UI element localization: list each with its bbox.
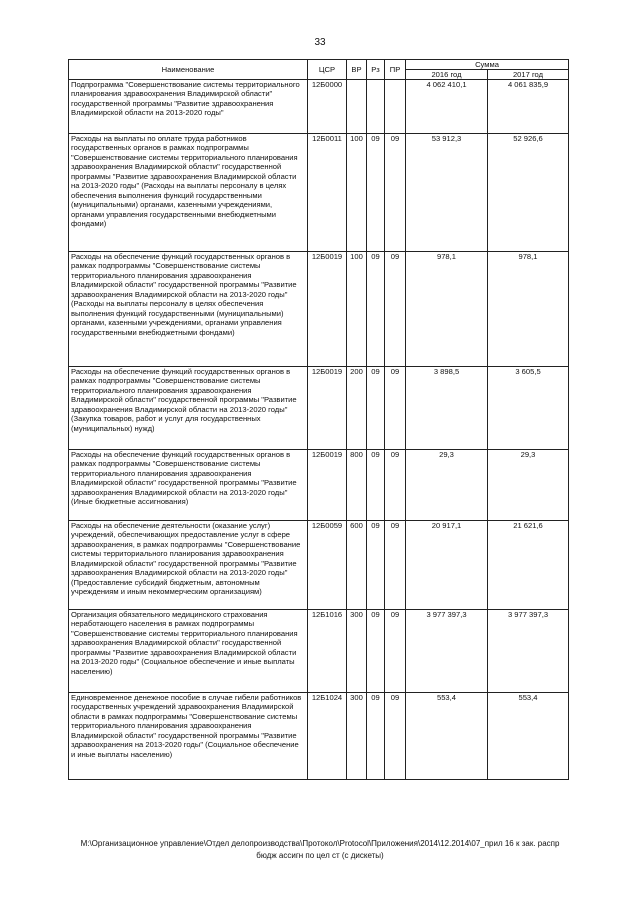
row-amount-2016-cell: 53 912,3 [406,134,488,252]
row-vr-cell: 100 [347,134,367,252]
table-row [69,450,569,521]
row-csr-cell: 12Б0019 [308,450,347,521]
row-name-cell: Подпрограмма "Совершенствование системы территориального планирования здравоохранения Владимирской области" государственной программы "Развитие здравоохранения Владимирской области на 2013-2020 годы" [69,80,308,134]
row-name-cell: Расходы на выплаты по оплате труда работников государственных органов в рамках подпрограммы "Совершенствование системы территориального планирования здравоохранения Владимирской области" государственной программы "Развитие здравоохранения Владимирской области на 2013-2020 годы" (Расходы на выплаты персоналу в целях обеспечения выполнения функций государственными (муниципальными) органами, казенными учреждениями, органами управления государственными внебюджетными фондами) [69,134,308,252]
row-amount-2017-cell: 21 621,6 [488,521,569,610]
row-rz-cell [367,80,385,134]
header-pr: ПР [385,60,406,80]
row-amount-2016-cell: 29,3 [406,450,488,521]
row-amount-2017-cell: 4 061 835,9 [488,80,569,134]
row-vr-cell: 200 [347,367,367,450]
row-vr-cell: 100 [347,252,367,367]
row-rz-cell: 09 [367,367,385,450]
row-vr-cell: 800 [347,450,367,521]
header-name: Наименование [69,60,308,80]
table-row [69,693,569,780]
page-number: 33 [314,37,326,48]
row-amount-2017-cell: 553,4 [488,693,569,780]
row-csr-cell: 12Б0019 [308,252,347,367]
row-rz-cell: 09 [367,450,385,521]
header-csr: ЦСР [308,60,347,80]
row-amount-2017-cell: 978,1 [488,252,569,367]
row-vr-cell: 300 [347,610,367,693]
row-csr-cell: 12Б0019 [308,367,347,450]
row-amount-2017-cell: 29,3 [488,450,569,521]
header-year-2017: 2017 год [488,70,569,80]
row-name-cell: Расходы на обеспечение функций государственных органов в рамках подпрограммы "Совершенствование системы территориального планирования здравоохранения Владимирской области" государственной программы "Развитие здравоохранения Владимирской области на 2013-2020 годы" (Иные бюджетные ассигнования) [69,450,308,521]
header-year-2016: 2016 год [406,70,488,80]
table-row [69,80,569,134]
table-row [69,610,569,693]
header-sum: Сумма [406,60,569,70]
table-row [69,252,569,367]
row-rz-cell: 09 [367,610,385,693]
row-amount-2016-cell: 3 898,5 [406,367,488,450]
row-amount-2016-cell: 20 917,1 [406,521,488,610]
row-pr-cell [385,80,406,134]
row-pr-cell: 09 [385,134,406,252]
table-row [69,134,569,252]
row-pr-cell: 09 [385,450,406,521]
row-amount-2017-cell: 52 926,6 [488,134,569,252]
row-pr-cell: 09 [385,693,406,780]
budget-table [68,59,569,780]
row-name-cell: Расходы на обеспечение функций государственных органов в рамках подпрограммы "Совершенствование системы территориального планирования здравоохранения Владимирской области" государственной программы "Развитие здравоохранения Владимирской области на 2013-2020 годы" (Расходы на выплаты персоналу в целях обеспечения выполнения функций государственными (муниципальными) органами, казенными учреждениями, органами управления государственными внебюджетными фондами) [69,252,308,367]
row-amount-2016-cell: 553,4 [406,693,488,780]
row-vr-cell: 600 [347,521,367,610]
row-csr-cell: 12Б0011 [308,134,347,252]
table-row [69,521,569,610]
table-row [69,367,569,450]
row-name-cell: Расходы на обеспечение деятельности (оказание услуг) учреждений, обеспечивающих предоставление услуг в сфере здравоохранения, в рамках подпрограммы "Совершенствование системы территориального планирования здравоохранения Владимирской области" государственной программы "Развитие здравоохранения Владимирской области на 2013-2020 годы" (Предоставление субсидий бюджетным, автономным учреждениям и иным некоммерческим организациям) [69,521,308,610]
footer-file-path: M:\Организационное управление\Отдел делопроизводства\Протокол\Protocol\Приложения\2014\12.2014\07_прил 16 к зак. распр [80,839,560,848]
row-rz-cell: 09 [367,693,385,780]
row-rz-cell: 09 [367,252,385,367]
row-amount-2017-cell: 3 977 397,3 [488,610,569,693]
row-rz-cell: 09 [367,134,385,252]
row-pr-cell: 09 [385,252,406,367]
table-body [69,80,569,780]
row-amount-2016-cell: 3 977 397,3 [406,610,488,693]
header-vr: ВР [347,60,367,80]
row-csr-cell: 12Б1016 [308,610,347,693]
row-csr-cell: 12Б1024 [308,693,347,780]
row-rz-cell: 09 [367,521,385,610]
row-pr-cell: 09 [385,521,406,610]
row-name-cell: Расходы на обеспечение функций государственных органов в рамках подпрограммы "Совершенствование системы территориального планирования здравоохранения Владимирской области" государственной программы "Развитие здравоохранения Владимирской области на 2013-2020 годы" (Закупка товаров, работ и услуг для государственных (муниципальных) нужд) [69,367,308,450]
row-vr-cell [347,80,367,134]
row-amount-2017-cell: 3 605,5 [488,367,569,450]
row-name-cell: Организация обязательного медицинского страхования неработающего населения в рамках подпрограммы "Совершенствование системы территориального планирования здравоохранения Владимирской области" государственной программы "Развитие здравоохранения Владимирской области на 2013-2020 годы" (Социальное обеспечение и иные выплаты населению) [69,610,308,693]
row-pr-cell: 09 [385,367,406,450]
row-csr-cell: 12Б0000 [308,80,347,134]
row-csr-cell: 12Б0059 [308,521,347,610]
row-amount-2016-cell: 978,1 [406,252,488,367]
row-vr-cell: 300 [347,693,367,780]
row-amount-2016-cell: 4 062 410,1 [406,80,488,134]
header-rz: Рз [367,60,385,80]
row-name-cell: Единовременное денежное пособие в случае гибели работников государственных учреждений здравоохранения Владимирской области в рамках подпрограммы "Совершенствование системы территориального планирования здравоохранения Владимирской области" государственной программы "Развитие здравоохранения на 2013-2020 годы" (Социальное обеспечение и иные выплаты населению) [69,693,308,780]
footer-file-path-continued: бюдж ассигн по цел ст (с дискеты) [256,851,384,860]
row-pr-cell: 09 [385,610,406,693]
